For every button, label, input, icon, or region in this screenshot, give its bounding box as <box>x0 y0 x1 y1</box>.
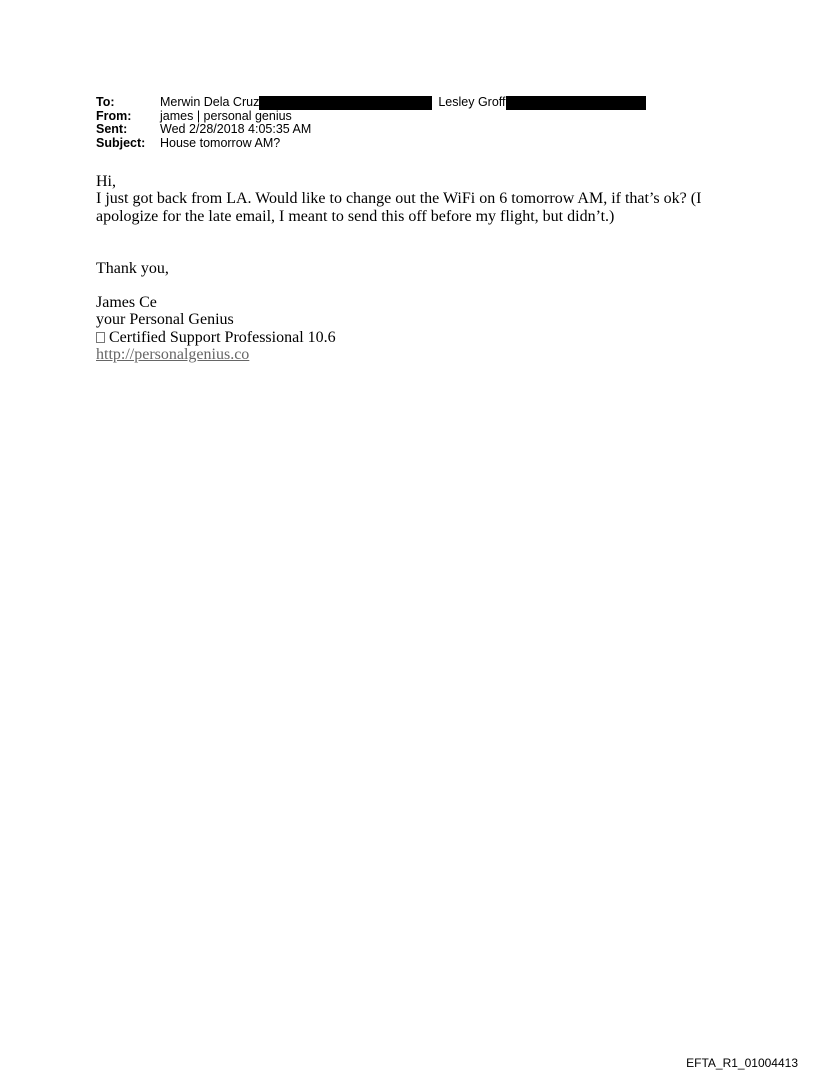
website-link[interactable]: http://personalgenius.co <box>96 346 250 364</box>
email-header <box>96 96 646 150</box>
greeting: Hi, <box>96 173 116 190</box>
sent-label: Sent: <box>96 122 128 136</box>
signature-link-line <box>96 346 736 363</box>
closing: Thank you, <box>96 259 169 277</box>
from-row <box>96 110 646 124</box>
missing-glyph-icon <box>96 332 105 343</box>
from-value: james | personal genius <box>160 108 292 123</box>
signature-certification-line <box>96 329 736 346</box>
document-id: EFTA_R1_01004413 <box>686 1056 798 1070</box>
redaction-bar <box>506 96 646 110</box>
to-label: To: <box>96 95 115 109</box>
sent-value: Wed 2/28/2018 4:05:35 AM <box>160 122 312 136</box>
to-value <box>160 96 646 110</box>
subject-row <box>96 137 646 151</box>
sent-row <box>96 123 646 137</box>
redaction-bar <box>259 96 432 110</box>
to-row <box>96 96 646 110</box>
subject-label: Subject: <box>96 135 146 150</box>
message-paragraph: I just got back from LA. Would like to change out the WiFi on 6 tomorrow AM, if that’s ok? (I apologize for the late email, I meant to send this off before my flight, but didn’t.) <box>96 190 702 225</box>
to-recipient-2: Lesley Groff <box>438 95 506 109</box>
signature-tagline: your Personal Genius <box>96 311 234 329</box>
email-body <box>96 173 736 363</box>
subject-value: House tomorrow AM? <box>160 135 281 150</box>
from-label: From: <box>96 108 132 123</box>
signature-certification: Certified Support Professional 10.6 <box>109 328 336 346</box>
signature-name: James Ce <box>96 294 157 312</box>
to-recipient-1: Merwin Dela Cruz <box>160 95 260 109</box>
